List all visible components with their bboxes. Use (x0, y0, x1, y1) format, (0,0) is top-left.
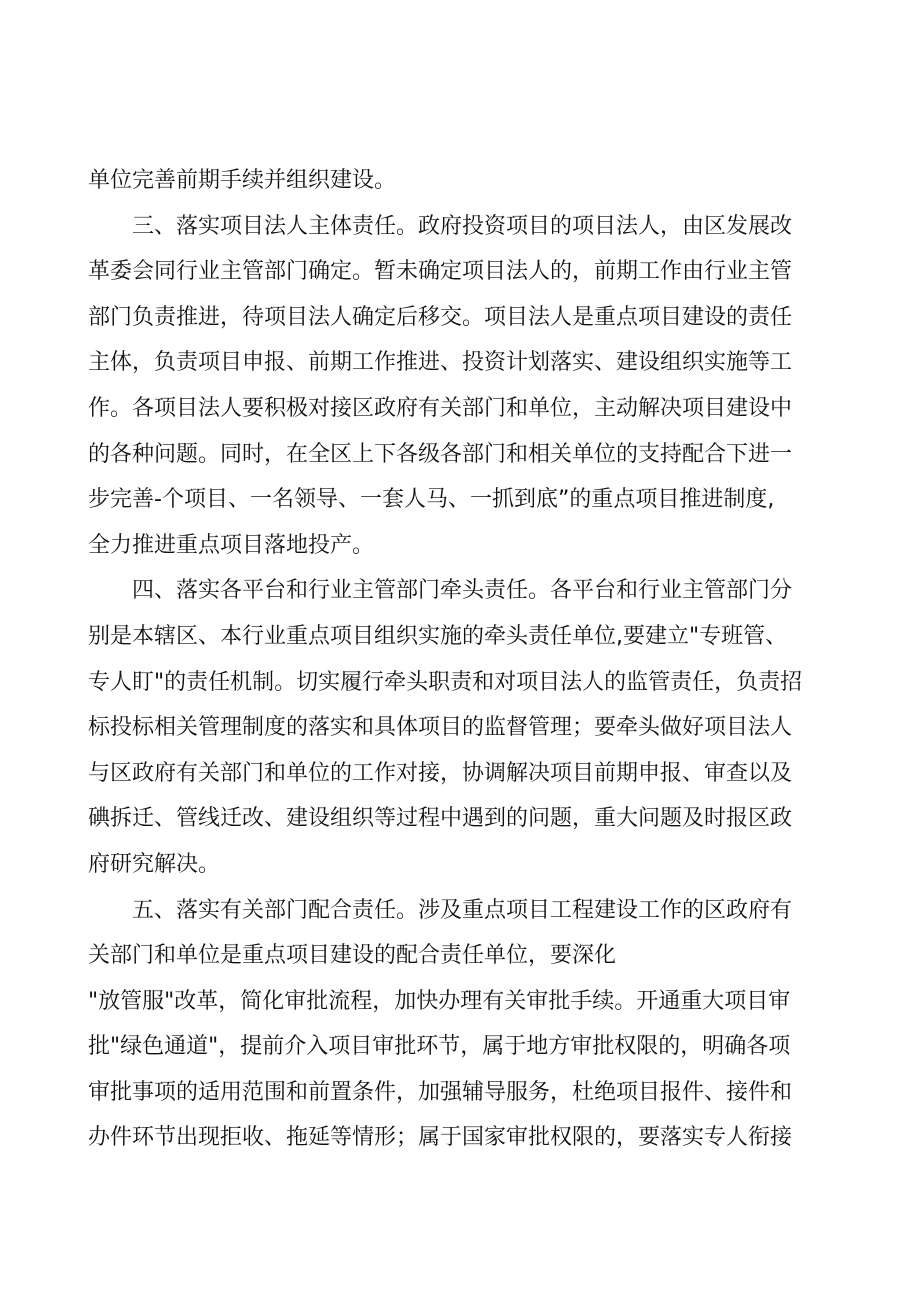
text-line: 的各种问题。同时，在全区上下各级各部门和相关单位的支持配合下进一 (88, 441, 793, 467)
text-line: 府研究解决。 (88, 851, 221, 877)
text-line: 碘拆迁、管线迁改、建设组织等过程中遇到的问题，重大问题及时报区政 (88, 806, 793, 832)
section-five-heading-line: 五、落实有关部门配合责任。涉及重点项目工程建设工作的区政府有 (132, 897, 793, 923)
text-line: 标投标相关管理制度的落实和具体项目的监督管理；要牵头做好项目法人 (88, 715, 793, 741)
text-line: 作。各项目法人要积极对接区政府有关部门和单位，主动解决项目建设中 (88, 395, 793, 421)
section-three-heading-line: 三、落实项目法人主体责任。政府投资项目的项目法人，由区发展改 (132, 213, 793, 239)
text-line: 办件环节出现拒收、拖延等情形；属于国家审批权限的，要落实专人衔接 (88, 1125, 793, 1151)
text-line: 别是本辖区、本行业重点项目组织实施的牵头责任单位,要建立"专班管、 (88, 623, 788, 649)
text-line: 审批事项的适用范围和前置条件，加强辅导服务，杜绝项目报件、接件和 (88, 1079, 793, 1105)
section-four-heading-line: 四、落实各平台和行业主管部门牵头责任。各平台和行业主管部门分 (132, 578, 793, 604)
text-line: 专人盯"的责任机制。切实履行牵头职责和对项目法人的监管责任，负责招 (88, 669, 803, 695)
text-line: 关部门和单位是重点项目建设的配合责任单位，要深化 (88, 943, 617, 969)
text-line: "放管服"改革，简化审批流程，加快办理有关审批手续。开通重大项目审 (88, 988, 791, 1014)
text-line: 步完善-个项目、一名领导、一套人马、一抓到底”的重点项目推进制度, (88, 487, 775, 513)
text-line: 与区政府有关部门和单位的工作对接，协调解决项目前期申报、审查以及 (88, 760, 793, 786)
text-line: 批"绿色通道"，提前介入项目审批环节，属于地方审批权限的，明确各项 (88, 1034, 791, 1060)
text-line: 全力推进重点项目落地投产。 (88, 532, 375, 558)
text-line: 部门负责推进，待项目法人确定后移交。项目法人是重点项目建设的责任 (88, 304, 793, 330)
text-line: 主体，负责项目申报、前期工作推进、投资计划落实、建设组织实施等工 (88, 350, 793, 376)
text-line: 单位完善前期手续并组织建设。 (88, 168, 397, 193)
document-body (88, 158, 848, 1161)
text-line: 革委会同行业主管部门确定。暂未确定项目法人的，前期工作由行业主管 (88, 259, 793, 285)
